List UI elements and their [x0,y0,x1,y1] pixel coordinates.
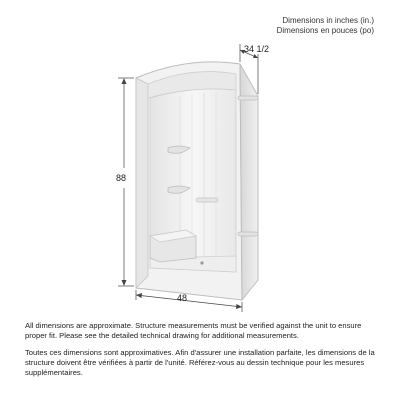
molded-seat [150,230,196,262]
width-label: 48 [176,293,188,303]
height-dimension [116,78,134,286]
units-note-fr: Dimensions en pouces (po) [276,26,374,35]
soap-dish [196,198,218,202]
disclaimer-notes [25,321,385,385]
units-note-en: Dimensions in inches (in.) [282,16,374,25]
disclaimer-en: All dimensions are approximate. Structure measurements must be verified against the unit to ensure proper fit. Please see the detailed technical drawing for additional measurements. [25,321,362,340]
disclaimer-fr: Toutes ces dimensions sont approximatives. Afin d'assurer une installation parfaite, les dimensions de la structure doivent être vérifiées à partir de l'unité. Référez-vous au dessin technique pour les mesures supplémentaires. [25,348,375,377]
depth-label: 34 1/2 [244,44,270,54]
height-label: 88 [115,173,127,183]
drain-icon [200,261,203,264]
